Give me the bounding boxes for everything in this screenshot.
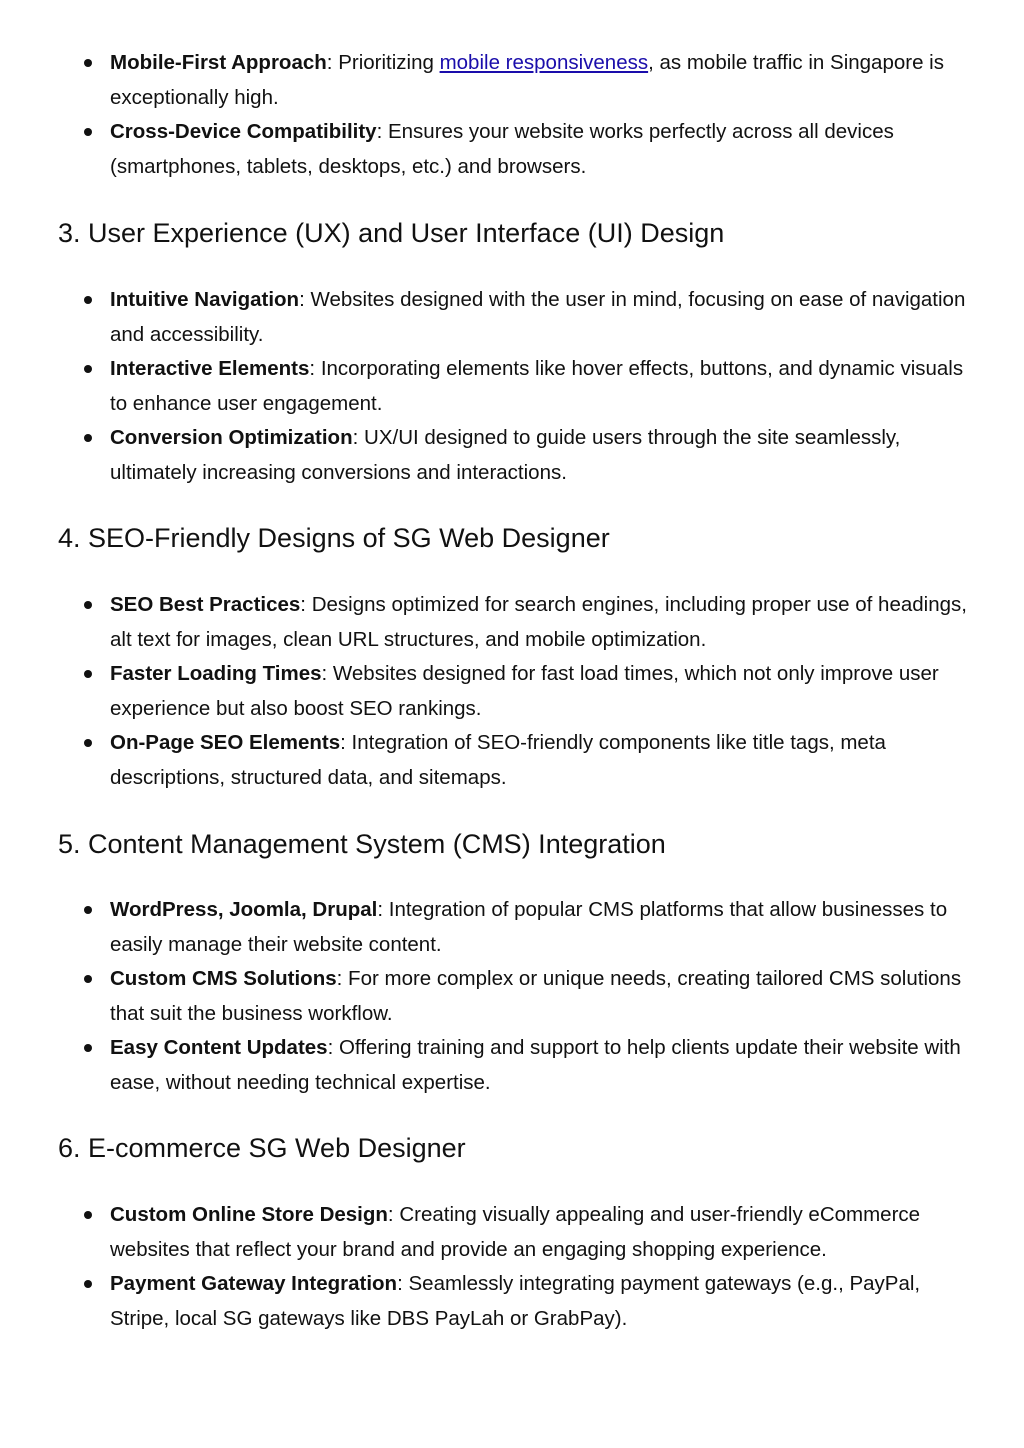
bullet-icon (84, 601, 92, 609)
section-list-block (0, 588, 1024, 795)
item-separator: : (300, 593, 312, 616)
list-item (0, 588, 1024, 657)
list-item (0, 1267, 1024, 1336)
item-term: Interactive Elements (110, 357, 310, 380)
bullet-icon (84, 365, 92, 373)
list-item (0, 1031, 1024, 1100)
item-term: Easy Content Updates (110, 1036, 328, 1059)
item-text: Offering training and support to help clients update their website with ease, without needing technical expertise. (110, 1036, 961, 1094)
list-item (0, 893, 1024, 962)
bullet-icon (84, 59, 92, 67)
bullet-icon (84, 1280, 92, 1288)
bullet-icon (84, 128, 92, 136)
item-text: , as mobile traffic in Singapore is exceptionally high. (110, 51, 944, 109)
item-text: Websites designed for fast load times, which not only improve user experience but also boost SEO rankings. (110, 662, 939, 720)
item-text: For more complex or unique needs, creating tailored CMS solutions that suit the business workflow. (110, 967, 962, 1025)
top-bullet-list-block (0, 46, 1024, 184)
item-text: Integration of popular CMS platforms that allow businesses to easily manage their website content. (110, 898, 948, 956)
item-separator: : (336, 967, 349, 990)
mobile-responsiveness-link[interactable]: mobile responsiveness (439, 51, 649, 74)
list-item (0, 657, 1024, 726)
item-text: UX/UI designed to guide users through the site seamlessly, ultimately increasing conversions and interactions. (110, 426, 901, 484)
item-term: Custom Online Store Design (110, 1203, 388, 1226)
bullet-icon (84, 670, 92, 678)
item-text: Websites designed with the user in mind, focusing on ease of navigation and accessibility. (110, 288, 966, 346)
item-term: Faster Loading Times (110, 662, 322, 685)
list-item (0, 421, 1024, 490)
section-heading: 3. User Experience (UX) and User Interface (UI) Design (58, 218, 725, 248)
item-separator: : (299, 288, 311, 311)
bullet-icon (84, 1211, 92, 1219)
list-item (0, 1198, 1024, 1267)
section-list-block (0, 1198, 1024, 1336)
item-separator: : (387, 1203, 400, 1226)
section-bullet-list (0, 893, 1024, 1100)
section-list-block (0, 893, 1024, 1100)
item-text: Incorporating elements like hover effects, buttons, and dynamic visuals to enhance user engagement. (110, 357, 964, 415)
item-text: Designs optimized for search engines, including proper use of headings, alt text for images, clean URL structures, and mobile optimization. (110, 593, 967, 651)
top-bullet-list (0, 46, 1024, 184)
list-item (0, 352, 1024, 421)
item-separator: : (397, 1272, 409, 1295)
bullet-icon (84, 1044, 92, 1052)
item-separator: : (376, 120, 388, 143)
item-term: Mobile-First Approach (110, 51, 327, 74)
item-separator: : (352, 426, 365, 449)
section-heading: 5. Content Management System (CMS) Integration (58, 829, 666, 859)
item-term: WordPress, Joomla, Drupal (110, 898, 378, 921)
item-separator: : (327, 1036, 339, 1059)
item-separator: : (321, 662, 333, 685)
list-item (0, 46, 1024, 115)
item-term: Cross-Device Compatibility (110, 120, 377, 143)
item-term: SEO Best Practices (110, 593, 301, 616)
item-separator: : (340, 731, 352, 754)
section-list-block (0, 283, 1024, 490)
bullet-icon (84, 434, 92, 442)
item-text: Integration of SEO-friendly components like title tags, meta descriptions, structured data, and sitemaps. (110, 731, 886, 789)
item-text: Ensures your website works perfectly across all devices (smartphones, tablets, desktops, etc.) and browsers. (110, 120, 894, 178)
section-bullet-list (0, 283, 1024, 490)
item-text: Seamlessly integrating payment gateways (e.g., PayPal, Stripe, local SG gateways like DBS PayLah or GrabPay). (110, 1272, 921, 1330)
bullet-icon (84, 975, 92, 983)
item-separator: : (309, 357, 321, 380)
bullet-icon (84, 739, 92, 747)
list-item (0, 726, 1024, 795)
item-term: Custom CMS Solutions (110, 967, 337, 990)
section-bullet-list (0, 588, 1024, 795)
item-separator: : (326, 51, 339, 74)
section-heading: 4. SEO-Friendly Designs of SG Web Designer (58, 523, 610, 553)
bullet-icon (84, 296, 92, 304)
list-item (0, 962, 1024, 1031)
list-item (0, 283, 1024, 352)
item-text: Prioritizing (338, 51, 440, 74)
item-term: Conversion Optimization (110, 426, 353, 449)
item-term: Intuitive Navigation (110, 288, 300, 311)
item-term: On-Page SEO Elements (110, 731, 341, 754)
bullet-icon (84, 906, 92, 914)
section-heading: 6. E-commerce SG Web Designer (58, 1133, 466, 1163)
section-bullet-list (0, 1198, 1024, 1336)
item-term: Payment Gateway Integration (110, 1272, 398, 1295)
list-item (0, 115, 1024, 184)
item-separator: : (377, 898, 389, 921)
item-text: Creating visually appealing and user-friendly eCommerce websites that reflect your brand and provide an engaging shopping experience. (110, 1203, 921, 1261)
